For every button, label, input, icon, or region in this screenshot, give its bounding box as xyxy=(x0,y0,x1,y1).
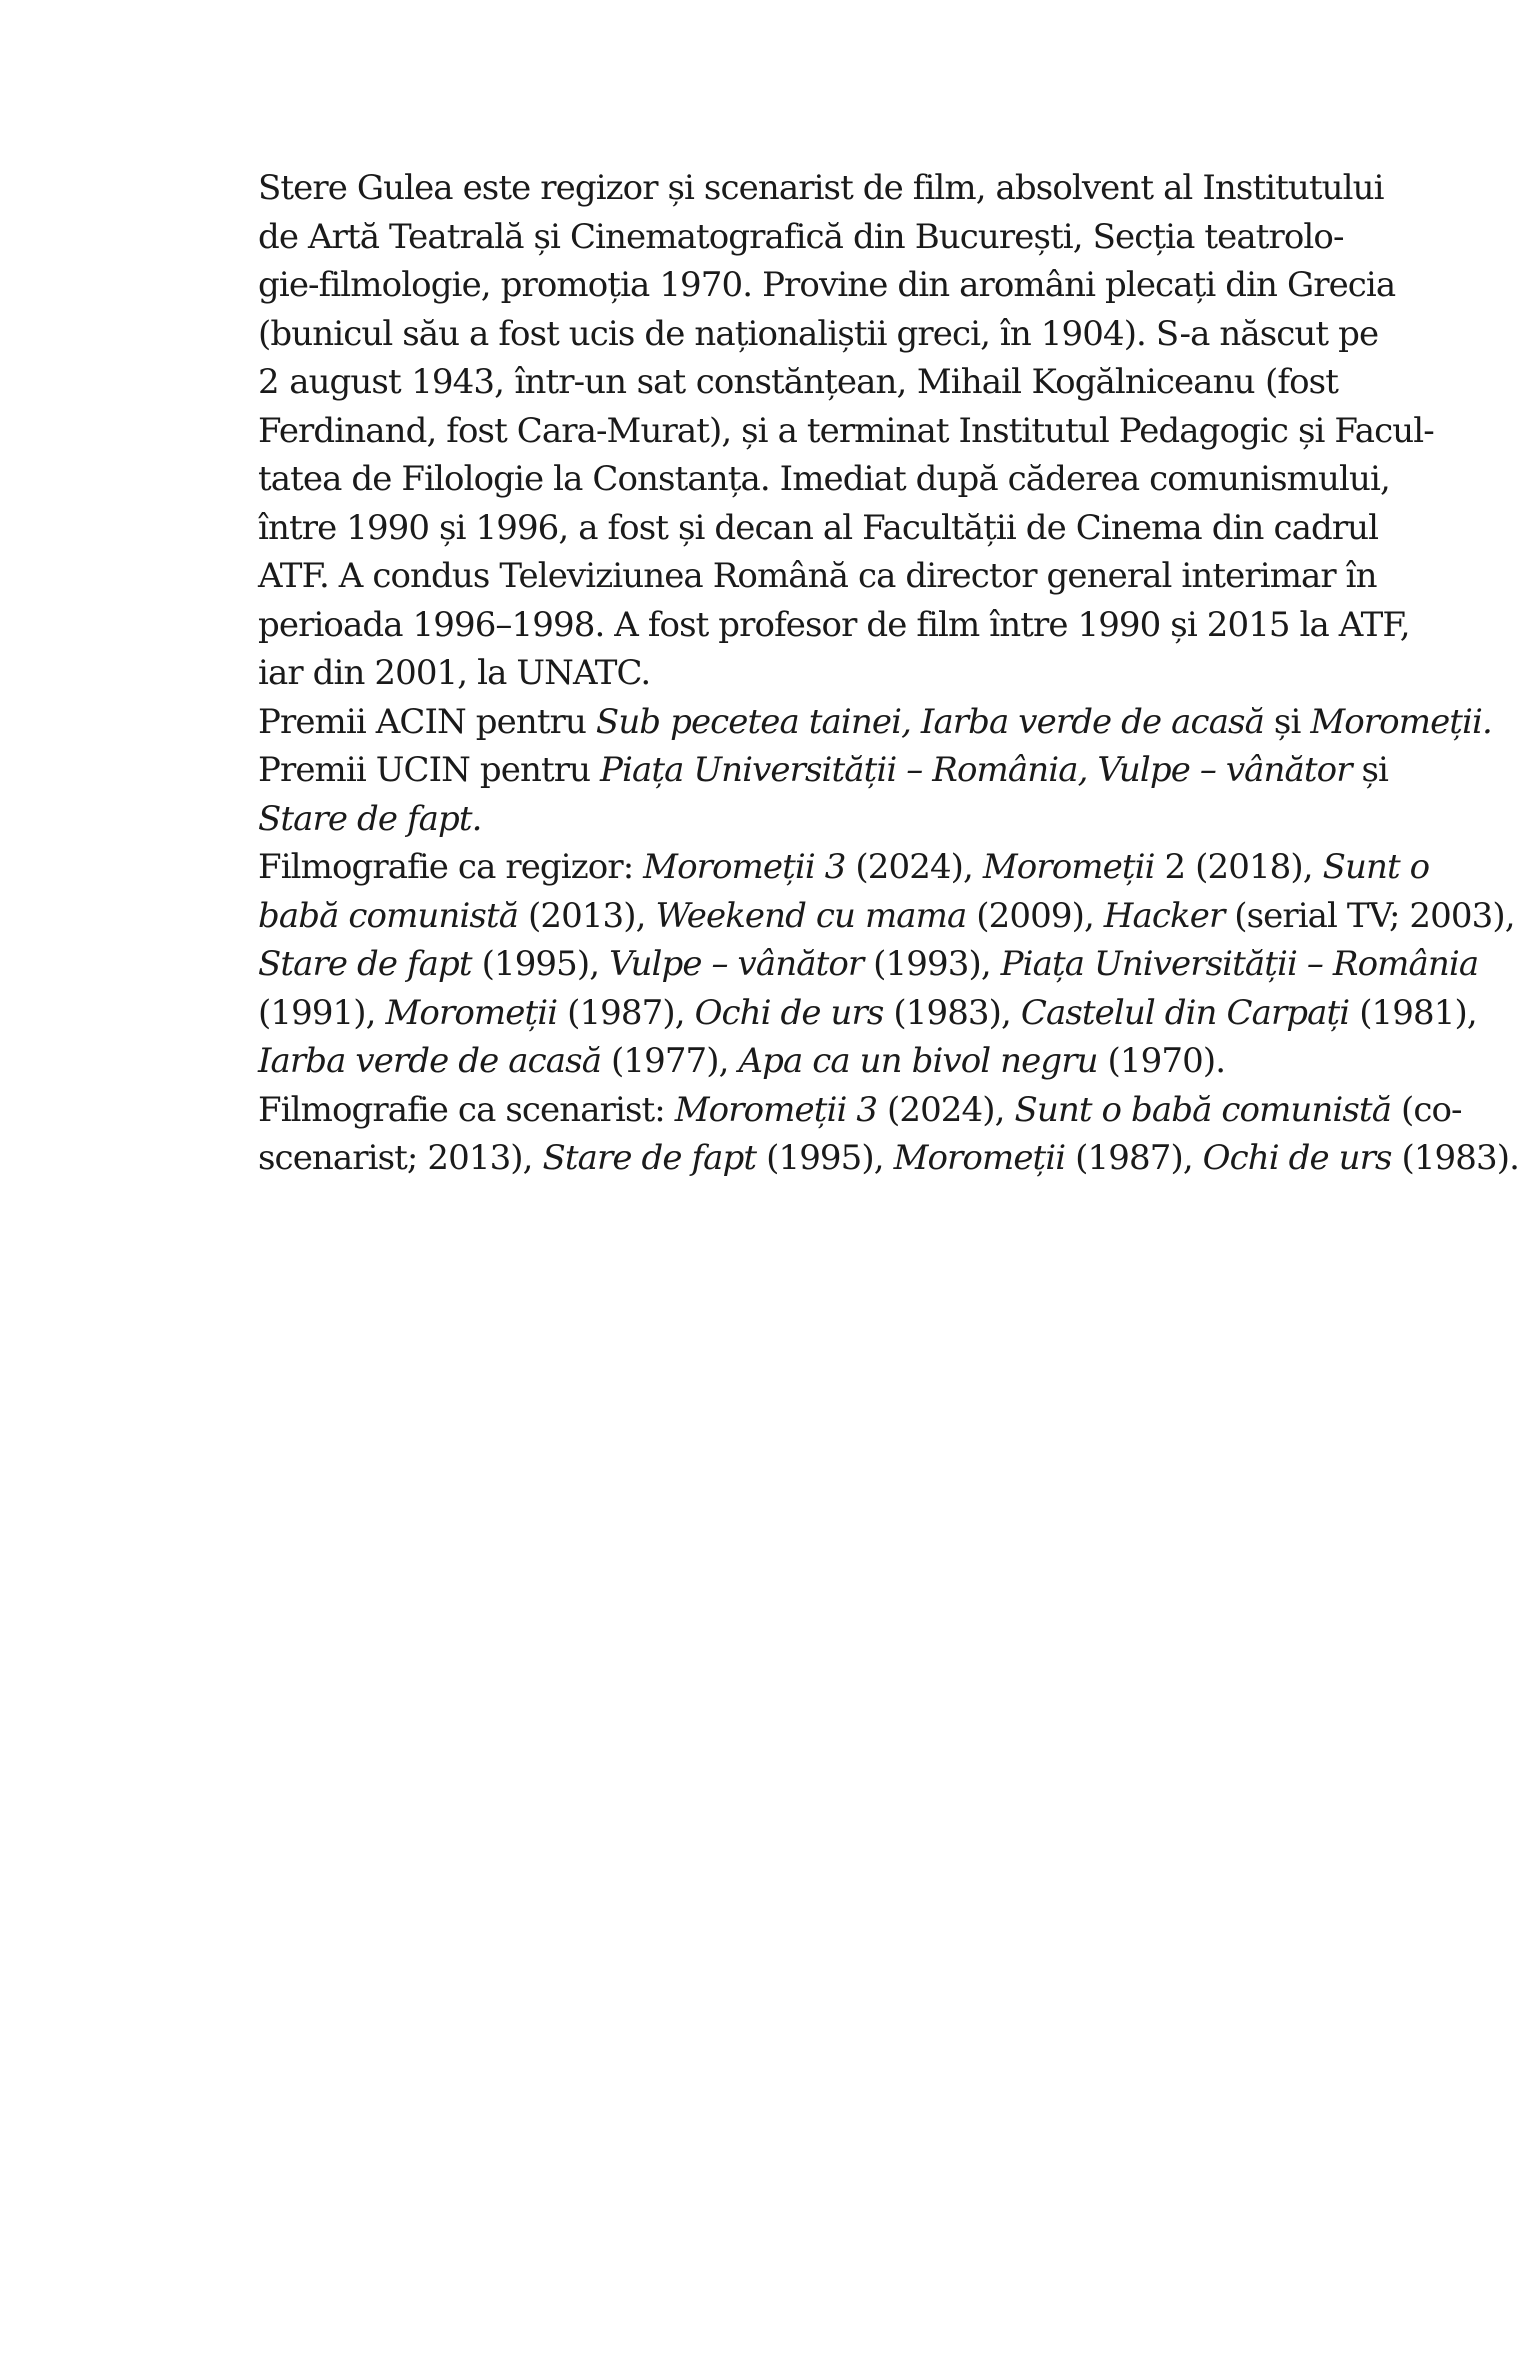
film-title: babă comunistă xyxy=(258,895,519,936)
film-title: Piața Universității – România xyxy=(1000,944,1479,984)
bio-line: 2 august 1943, într-un sat constănțean, Mihail Kogălniceanu (fost xyxy=(258,362,1338,402)
filmography-line xyxy=(258,1134,1520,1183)
film-title: Ochi de urs xyxy=(1202,1138,1392,1178)
film-title: Stare de fapt. xyxy=(258,798,482,839)
film-title: Stare de fapt xyxy=(258,944,472,984)
filmography-line xyxy=(258,1037,1338,1086)
filmography-director xyxy=(258,843,1515,1086)
filmography-line xyxy=(258,892,1515,941)
film-year: (2024), xyxy=(877,1089,1015,1130)
film-year: (1995), xyxy=(756,1138,894,1178)
awards-acin-prefix: Premii ACIN pentru xyxy=(258,701,596,742)
filmography-label: Filmografie ca regizor: xyxy=(258,847,644,887)
film-title: Moromeții. xyxy=(1310,701,1492,742)
bio-line: tatea de Filologie la Constanța. Imediat după căderea comunismului, xyxy=(258,459,1390,499)
film-year: (1983), xyxy=(883,992,1021,1033)
bio-line: între 1990 și 1996, a fost și decan al Facultății de Cinema din cadrul xyxy=(258,507,1379,548)
film-title: Moromeții xyxy=(893,1138,1066,1178)
film-year: (2024), xyxy=(845,847,983,887)
film-title: Weekend cu mama xyxy=(655,895,967,936)
film-year: 2 (2018), xyxy=(1154,847,1323,887)
awards-ucin-line xyxy=(258,795,1338,844)
film-title: Moromeții 3 xyxy=(674,1089,878,1130)
film-title: Apa ca un bivol negru xyxy=(738,1041,1098,1081)
film-title: Iarba verde de acasă xyxy=(258,1041,602,1081)
film-year: (1987), xyxy=(557,992,695,1033)
film-title: Moromeții xyxy=(385,992,558,1033)
bio-line: Ferdinand, fost Cara-Murat), și a terminat Institutul Pedagogic și Facul- xyxy=(258,410,1434,451)
film-title: Castelul din Carpați xyxy=(1020,992,1350,1033)
film-title: Moromeții 3 xyxy=(643,847,846,887)
film-title: Sub pecetea tainei, Iarba verde de acasă xyxy=(595,701,1264,742)
film-title: Ochi de urs xyxy=(694,992,884,1033)
film-year: (1977), xyxy=(601,1041,739,1081)
filmography-line xyxy=(258,940,1479,989)
bio-line: Stere Gulea este regizor și scenarist de film, absolvent al Institutului xyxy=(258,168,1384,208)
bio-line: (bunicul său a fost ucis de naționaliștii greci, în 1904). S-a născut pe xyxy=(258,313,1379,354)
awards-ucin-line xyxy=(258,746,1389,795)
film-title: Piața Universității – România, Vulpe – vânător xyxy=(600,750,1352,790)
filmography-label: Filmografie ca scenarist: xyxy=(258,1089,675,1130)
film-year: (1993), xyxy=(863,944,1001,984)
filmography-line xyxy=(258,843,1430,892)
film-title: Stare de fapt xyxy=(542,1138,757,1178)
awards-ucin-prefix: Premii UCIN pentru xyxy=(258,750,601,790)
film-title: Moromeții xyxy=(982,847,1155,887)
bio-line: gie-filmologie, promoția 1970. Provine din aromâni plecați din Grecia xyxy=(258,265,1396,305)
film-year: (1970). xyxy=(1097,1041,1226,1081)
film-year: scenarist; 2013), xyxy=(258,1138,543,1178)
film-title: Sunt o babă comunistă xyxy=(1014,1089,1392,1130)
filmography-line xyxy=(258,1086,1462,1135)
film-title: Sunt o xyxy=(1322,847,1430,887)
film-year: (1987), xyxy=(1065,1138,1203,1178)
awards-acin-line xyxy=(258,698,1492,747)
bio-line: iar din 2001, la UNATC. xyxy=(258,653,651,693)
awards-acin xyxy=(258,698,1492,747)
biography-page xyxy=(258,164,1520,1183)
bio-line: de Artă Teatrală și Cinematografică din București, Secția teatrolo- xyxy=(258,216,1344,257)
film-title: Hacker xyxy=(1103,895,1225,936)
film-year: (2013), xyxy=(518,895,656,936)
awards-acin-sep: și xyxy=(1263,701,1311,742)
film-year: (2009), xyxy=(966,895,1104,936)
film-year: (1983). xyxy=(1391,1138,1520,1178)
film-title: Vulpe – vânător xyxy=(609,944,864,984)
filmography-line xyxy=(258,989,1477,1038)
filmography-writer xyxy=(258,1086,1520,1183)
film-year: (1995), xyxy=(471,944,610,984)
bio-line: ATF. A condus Televiziunea Română ca director general interimar în xyxy=(258,556,1377,596)
awards-ucin xyxy=(258,746,1389,843)
bio-paragraph xyxy=(258,164,1434,698)
awards-ucin-sep: și xyxy=(1351,750,1389,790)
film-year: (1981), xyxy=(1349,992,1477,1033)
bio-line: perioada 1996–1998. A fost profesor de film între 1990 și 2015 la ATF, xyxy=(258,604,1410,645)
film-year: (co- xyxy=(1391,1089,1462,1130)
film-year: (serial TV; 2003), xyxy=(1224,895,1515,936)
film-year: (1991), xyxy=(258,992,386,1033)
